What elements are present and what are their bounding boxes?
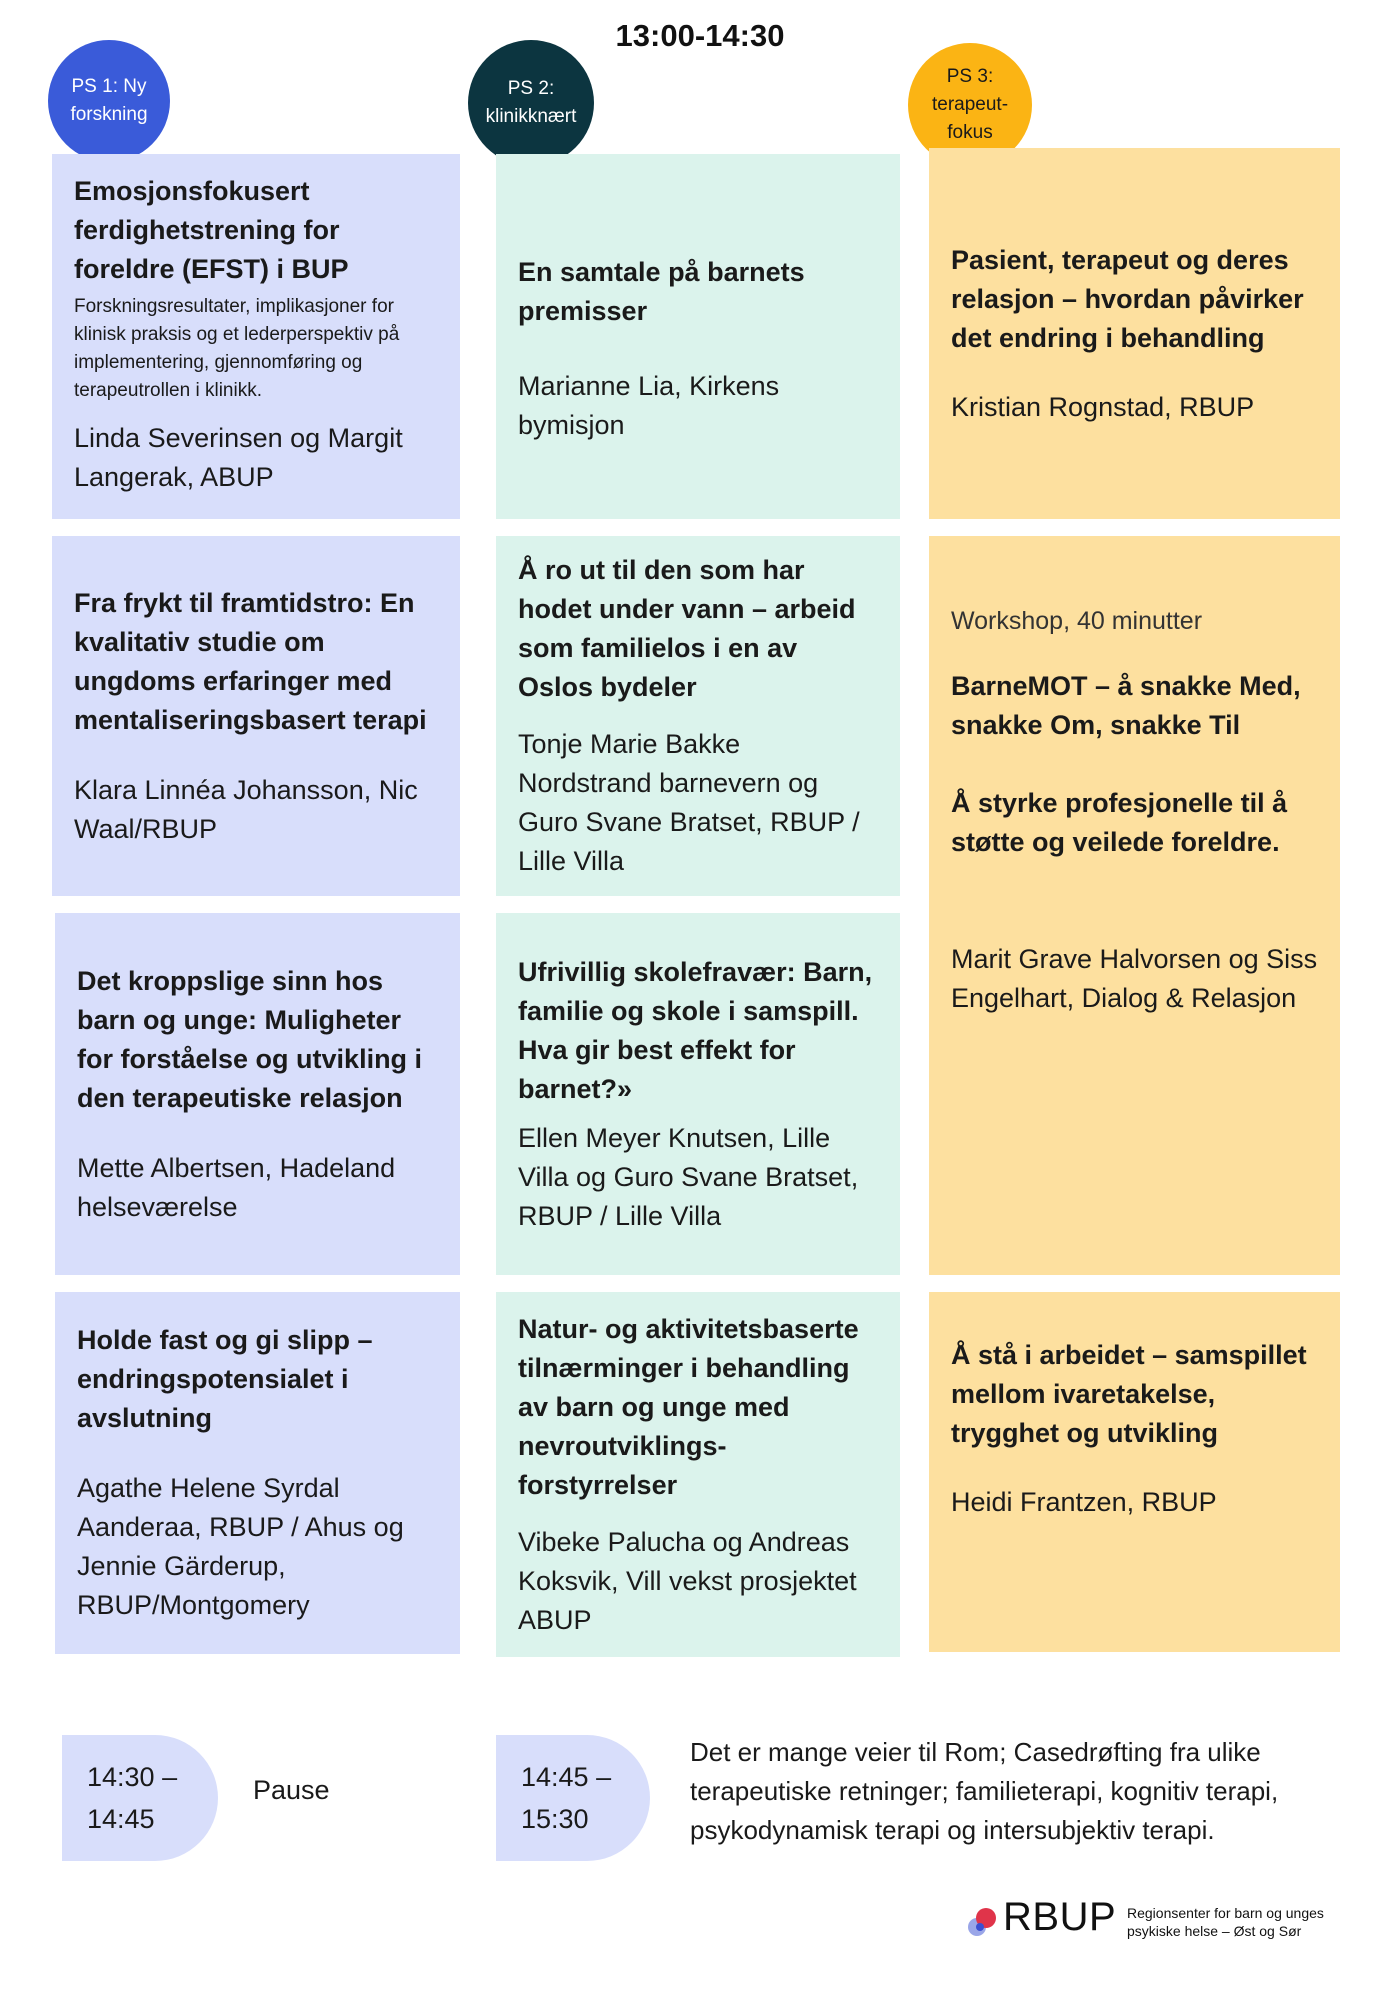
track-badge-ps2: PS 2: klinikknært	[468, 40, 594, 166]
session-description: Det er mange veier til Rom; Casedrøfting fra ulike terapeutiske retninger; familieterapi, kognitiv terapi, psykodynamisk terapi og intersubjektiv terapi.	[690, 1737, 1279, 1845]
session-description: Forskningsresultater, implikasjoner for klinisk praksis og et lederperspektiv på implementering, gjennomføring og terapeutrollen i klinikk.	[74, 296, 400, 401]
session-card-ps1-1	[52, 154, 460, 519]
pause-time-pill: 14:30 – 14:45	[62, 1735, 218, 1861]
session-speakers: Mette Albertsen, Hadeland helseværelse	[77, 1152, 396, 1222]
time-header: 13:00-14:30	[615, 18, 785, 53]
session-title: Å ro ut til den som har hodet under vann – arbeid som familielos i en av Oslos bydeler	[518, 555, 856, 702]
session-title: Det kroppslige sinn hos barn og unge: Muligheter for forståelse og utvikling i den terapeutiske relasjon	[77, 965, 423, 1113]
session-speakers: Kristian Rognstad, RBUP	[951, 391, 1255, 422]
session-card-ps2-2	[496, 536, 900, 896]
session-speakers: Agathe Helene Syrdal Aanderaa, RBUP / Ahus og Jennie Gärderup, RBUP/Montgomery	[77, 1473, 404, 1620]
session-card-ps3-3	[929, 1292, 1340, 1652]
session-speakers: Vibeke Palucha og Andreas Koksvik, Vill vekst prosjektet ABUP	[518, 1526, 857, 1635]
session-title: Fra frykt til framtidstro: En kvalitativ studie om ungdoms erfaringer med mentaliseringsbasert terapi	[74, 587, 427, 735]
session-title: Pasient, terapeut og deres relasjon – hvordan påvirker det endring i behandling	[951, 244, 1304, 353]
session-speakers: Tonje Marie Bakke Nordstrand barnevern og Guro Svane Bratset, RBUP / Lille Villa	[518, 729, 860, 876]
track-badge-ps1: PS 1: Ny forskning	[48, 40, 170, 162]
rbup-logo-text: RBUP	[1003, 1895, 1117, 1939]
session-card-ps1-4	[55, 1292, 460, 1654]
session-title: Ufrivillig skolefravær: Barn, familie og skole i samspill. Hva gir best effekt for barnet?»	[518, 956, 873, 1104]
session-card-ps2-1	[496, 154, 900, 519]
track-badge-ps3: PS 3: terapeut- fokus	[908, 43, 1032, 167]
organization-tagline: Regionsenter for barn og unges psykiske helse – Øst og Sør	[1127, 1905, 1324, 1939]
session-speakers: Marianne Lia, Kirkens bymisjon	[518, 370, 780, 440]
session-title: Holde fast og gi slipp – endringspotensialet i avslutning	[77, 1325, 373, 1433]
session-card-ps1-2	[52, 536, 460, 896]
session-speakers: Marit Grave Halvorsen og Siss Engelhart, Dialog & Relasjon	[951, 944, 1318, 1013]
session-time-pill: 14:45 – 15:30	[496, 1735, 650, 1861]
session-speakers: Heidi Frantzen, RBUP	[951, 1487, 1217, 1517]
session-card-ps3-workshop	[929, 536, 1340, 1275]
session-title: Å stå i arbeidet – samspillet mellom ivaretakelse, trygghet og utvikling	[951, 1340, 1307, 1448]
session-speakers: Linda Severinsen og Margit Langerak, ABUP	[74, 423, 403, 492]
session-card-ps2-4	[496, 1292, 900, 1657]
session-title: Natur- og aktivitetsbaserte tilnærminger i behandling av barn og unge med nevroutviklings-forstyrrelser	[518, 1313, 859, 1500]
session-format: Workshop, 40 minutter	[951, 607, 1203, 635]
rbup-logo-icon	[966, 1907, 998, 1937]
session-card-ps1-3	[55, 913, 460, 1275]
session-speakers: Ellen Meyer Knutsen, Lille Villa og Guro Svane Bratset, RBUP / Lille Villa	[518, 1122, 859, 1231]
session-title: BarneMOT – å snakke Med, snakke Om, snakke Til	[951, 671, 1301, 740]
session-card-ps3-1	[929, 148, 1340, 519]
session-card-ps2-3	[496, 913, 900, 1275]
session-title: En samtale på barnets premisser	[518, 256, 805, 326]
session-title: Emosjonsfokusert ferdighetstrening for foreldre (EFST) i BUP	[74, 176, 349, 284]
pause-label: Pause	[253, 1775, 330, 1805]
session-subtitle: Å styrke profesjonelle til å støtte og veilede foreldre.	[951, 788, 1288, 857]
session-speakers: Klara Linnéa Johansson, Nic Waal/RBUP	[74, 774, 418, 844]
